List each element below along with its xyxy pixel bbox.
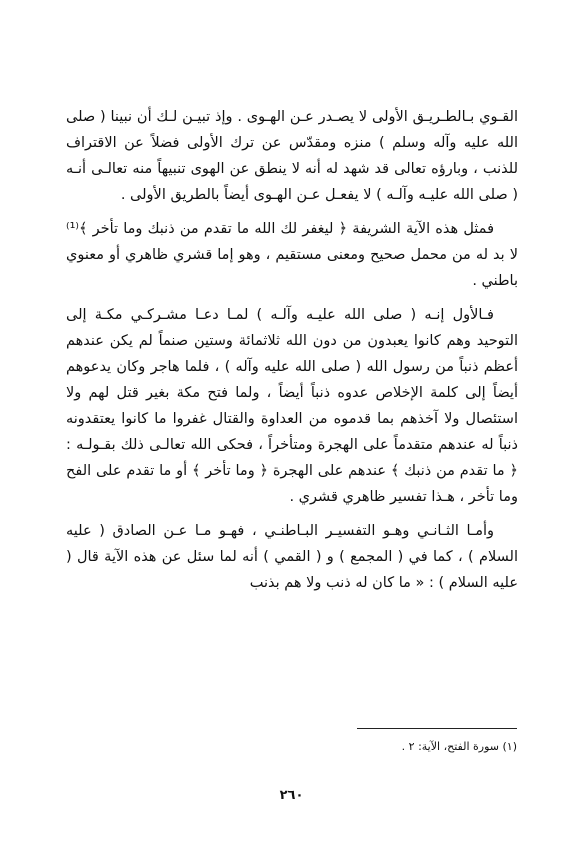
paragraph-3: فـالأول إنـه ( صلى الله عليـه وآلـه ) لمـا دعـا مشـركـي مكـة إلى التوحيد وهم كانوا يعبدون من دون الله ثلاثمائة وستين صنماً لم يكن عندهم أعظم ذنباً من رسول الله ( صلى الله عليه وآله ) ، فلما هاجر وكان يدعوهم أيضاً إلى كلمة الإخلاص عدوه ذنباً أيضاً ، ولما فتح مكة بغير قتل لهم ولا استئصال ولا آخذهم بما قدموه من العداوة والقتال غفروا ما كانوا يعتقدونه ذنباً له عندهم متقدماً على الهجرة ومتأخراً ، فحكى الله تعالـى ذلك بقـولـه : ﴿ ما تقدم من ذنبك ﴾ عندهم على الهجرة ﴿ وما تأخر ﴾ أو ما تقدم على الفح وما تأخر ، هـذا تفسير ظاهري قشري .: [66, 307, 518, 505]
paragraph-4: وأمـا الثـانـي وهـو التفسيـر البـاطنـي ، فهـو مـا عـن الصادق ( عليه السلام ) ، كما في ( المجمع ) و ( القمي ) أنه لما سئل عن هذه الآية قال ( عليه السلام ) : « ما كان له ذنب ولا هم بذنب: [66, 523, 518, 591]
body-text: [66, 104, 518, 604]
footnote: (١) سورة الفتح، الآية: ٢ .: [401, 740, 517, 753]
page-number: ٢٦٠: [279, 788, 304, 803]
footnote-divider: [357, 728, 517, 729]
paragraph-2: فمثل هذه الآية الشريفة ﴿ ليغفر لك الله ما تقدم من ذنبك وما تأخر ﴾⁽¹⁾ لا بد له من محمل صحيح ومعنى مستقيم ، وهو إما قشري ظاهري أو معنوي باطني .: [66, 221, 518, 289]
paragraph-1: القـوي بـالطـريـق الأولى لا يصـدر عـن الهـوى . وإذ تبيـن لـك أن نبينا ( صلى الله عليه وآله وسلم ) منزه ومقدّس عن ترك الأولى فضلاً عن الاقتراف للذنب ، وبارؤه تعالى قد شهد له أنه لا ينطق عن الهوى تنبيهاً منه تعالـى أنـه ( صلى الله عليـه وآلـه ) لا يفعـل عـن الهـوى أيضاً بالطريق الأولى .: [66, 109, 518, 203]
